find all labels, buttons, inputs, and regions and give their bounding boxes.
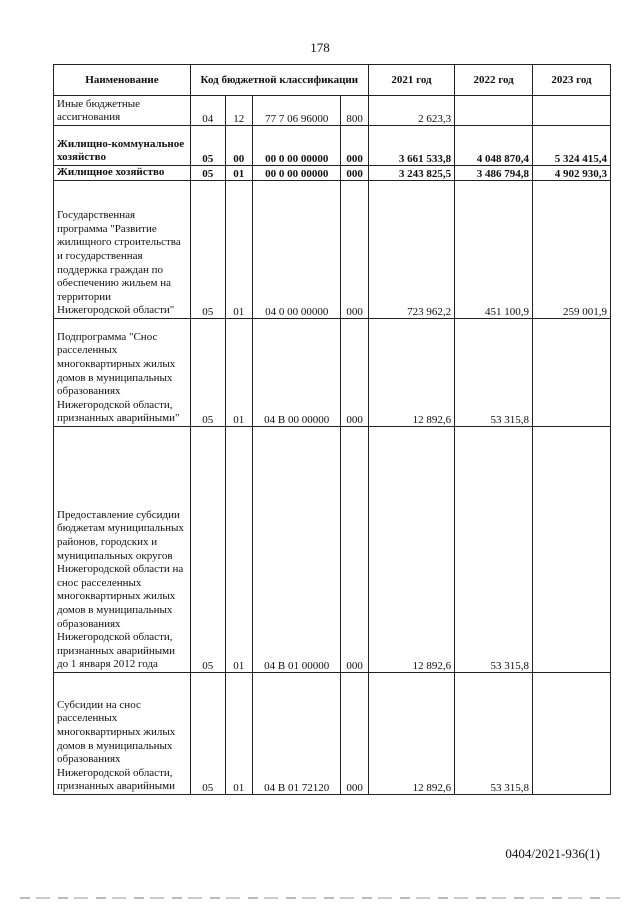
- row-amount-2023: 4 902 930,3: [533, 166, 611, 181]
- header-row: [54, 65, 611, 96]
- row-amount-2023: [533, 427, 611, 673]
- table-row: [54, 126, 611, 166]
- row-name: Подпрограмма "Снос расселенных многоквартирных жилых домов в муниципальных образованиях Нижегородской области, признанных аварийными": [54, 319, 191, 427]
- row-amount-2021: 3 661 533,8: [368, 126, 454, 166]
- row-amount-2022: 4 048 870,4: [455, 126, 533, 166]
- row-name: Субсидии на снос расселенных многоквартирных жилых домов в муниципальных образованиях Нижегородской области, признанных аварийными: [54, 673, 191, 795]
- header-2022: 2022 год: [455, 65, 533, 96]
- row-amount-2023: [533, 319, 611, 427]
- row-name: Жилищно-коммунальное хозяйство: [54, 126, 191, 166]
- row-expense-type: 000: [341, 673, 368, 795]
- row-amount-2021: 2 623,3: [368, 96, 454, 126]
- row-amount-2022: 53 315,8: [455, 319, 533, 427]
- row-amount-2023: 5 324 415,4: [533, 126, 611, 166]
- header-code: Код бюджетной классификации: [190, 65, 368, 96]
- row-name: Иные бюджетные ассигнования: [54, 96, 191, 126]
- row-subsection: 12: [225, 96, 252, 126]
- row-subsection: 01: [225, 181, 252, 319]
- row-name: Жилищное хозяйство: [54, 166, 191, 181]
- row-target-article: 00 0 00 00000: [252, 126, 340, 166]
- row-section: 05: [190, 126, 225, 166]
- document-code: 0404/2021-936(1): [505, 846, 600, 861]
- row-amount-2022: [455, 96, 533, 126]
- row-amount-2023: [533, 96, 611, 126]
- row-subsection: 01: [225, 166, 252, 181]
- page-number: 178: [310, 40, 330, 55]
- table-row: [54, 181, 611, 319]
- row-target-article: 77 7 06 96000: [252, 96, 340, 126]
- row-expense-type: 000: [341, 181, 368, 319]
- row-amount-2022: 3 486 794,8: [455, 166, 533, 181]
- table-row: [54, 673, 611, 795]
- table-row: [54, 319, 611, 427]
- scan-edge-artifact: [20, 897, 620, 899]
- table-body: [54, 96, 611, 795]
- row-section: 05: [190, 427, 225, 673]
- row-subsection: 01: [225, 673, 252, 795]
- row-target-article: 04 В 00 00000: [252, 319, 340, 427]
- row-subsection: 00: [225, 126, 252, 166]
- row-amount-2022: 451 100,9: [455, 181, 533, 319]
- row-amount-2022: 53 315,8: [455, 427, 533, 673]
- row-amount-2021: 12 892,6: [368, 673, 454, 795]
- table-row: [54, 427, 611, 673]
- row-subsection: 01: [225, 427, 252, 673]
- row-target-article: 04 0 00 00000: [252, 181, 340, 319]
- row-amount-2023: 259 001,9: [533, 181, 611, 319]
- row-target-article: 04 В 01 72120: [252, 673, 340, 795]
- row-name: Предоставление субсидии бюджетам муниципальных районов, городских и муниципальных округов Нижегородской области на снос расселенных многоквартирных жилых домов в муниципальных образованиях Нижегородской области, признанных аварийными до 1 января 2012 года: [54, 427, 191, 673]
- row-expense-type: 800: [341, 96, 368, 126]
- header-2021: 2021 год: [368, 65, 454, 96]
- row-section: 05: [190, 181, 225, 319]
- row-section: 05: [190, 673, 225, 795]
- row-amount-2021: 12 892,6: [368, 427, 454, 673]
- row-expense-type: 000: [341, 166, 368, 181]
- row-expense-type: 000: [341, 126, 368, 166]
- row-target-article: 00 0 00 00000: [252, 166, 340, 181]
- row-amount-2023: [533, 673, 611, 795]
- table-row: [54, 166, 611, 181]
- row-amount-2022: 53 315,8: [455, 673, 533, 795]
- budget-table: [53, 64, 611, 795]
- row-section: 05: [190, 166, 225, 181]
- row-amount-2021: 3 243 825,5: [368, 166, 454, 181]
- row-amount-2021: 723 962,2: [368, 181, 454, 319]
- row-target-article: 04 В 01 00000: [252, 427, 340, 673]
- header-2023: 2023 год: [533, 65, 611, 96]
- row-section: 05: [190, 319, 225, 427]
- row-name: Государственная программа "Развитие жилищного строительства и государственная поддержка граждан по обеспечению жильем на территории Нижегородской области": [54, 181, 191, 319]
- row-expense-type: 000: [341, 427, 368, 673]
- row-amount-2021: 12 892,6: [368, 319, 454, 427]
- table-row: [54, 96, 611, 126]
- row-section: 04: [190, 96, 225, 126]
- row-expense-type: 000: [341, 319, 368, 427]
- header-name: Наименование: [54, 65, 191, 96]
- row-subsection: 01: [225, 319, 252, 427]
